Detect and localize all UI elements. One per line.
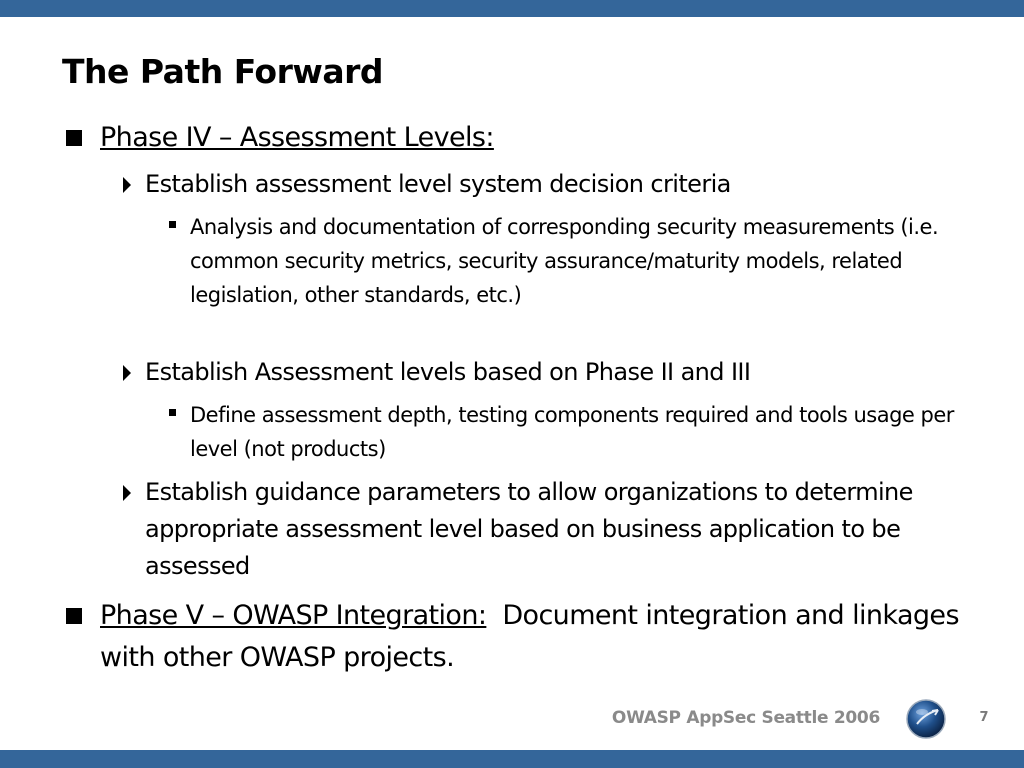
small-square-bullet-icon (169, 221, 176, 228)
small-square-bullet-icon (169, 409, 176, 416)
phase-5-heading: Phase V – OWASP Integration: (100, 600, 487, 631)
owasp-logo-icon (905, 698, 947, 740)
sub-bullet-assessment-levels (145, 354, 975, 391)
detail-bullet-text: Define assessment depth, testing components required and tools usage per level (not products) (190, 403, 954, 461)
sub-bullet-guidance-parameters (145, 474, 975, 585)
sub-bullet-text: Establish assessment level system decision criteria (145, 170, 731, 198)
detail-bullet-text: Analysis and documentation of corresponding security measurements (i.e. common security metrics, security assurance/maturity models, related legislation, other standards, etc.) (190, 215, 939, 307)
sub-bullet-text: Establish guidance parameters to allow organizations to determine appropriate assessment level based on business application to be assessed (145, 478, 913, 580)
bullet-phase-4 (100, 117, 980, 159)
triangle-bullet-icon (123, 485, 131, 501)
triangle-bullet-icon (123, 365, 131, 381)
bottom-banner-bar (0, 750, 1024, 768)
sub-bullet-decision-criteria (145, 166, 975, 203)
bullet-phase-5 (100, 595, 960, 679)
detail-bullet-analysis (190, 210, 960, 312)
phase-5-text: Document integration and linkages with other OWASP projects. (100, 600, 959, 673)
triangle-bullet-icon (123, 177, 131, 193)
page-number: 7 (979, 710, 989, 725)
phase-4-heading: Phase IV – Assessment Levels: (100, 122, 494, 153)
top-banner-bar (0, 0, 1024, 17)
footer-conference-label: OWASP AppSec Seattle 2006 (611, 708, 880, 728)
detail-bullet-assessment-depth (190, 398, 960, 466)
slide-title: The Path Forward (62, 52, 384, 91)
square-bullet-icon (66, 130, 82, 146)
sub-bullet-text: Establish Assessment levels based on Phase II and III (145, 358, 751, 386)
square-bullet-icon (66, 608, 82, 624)
